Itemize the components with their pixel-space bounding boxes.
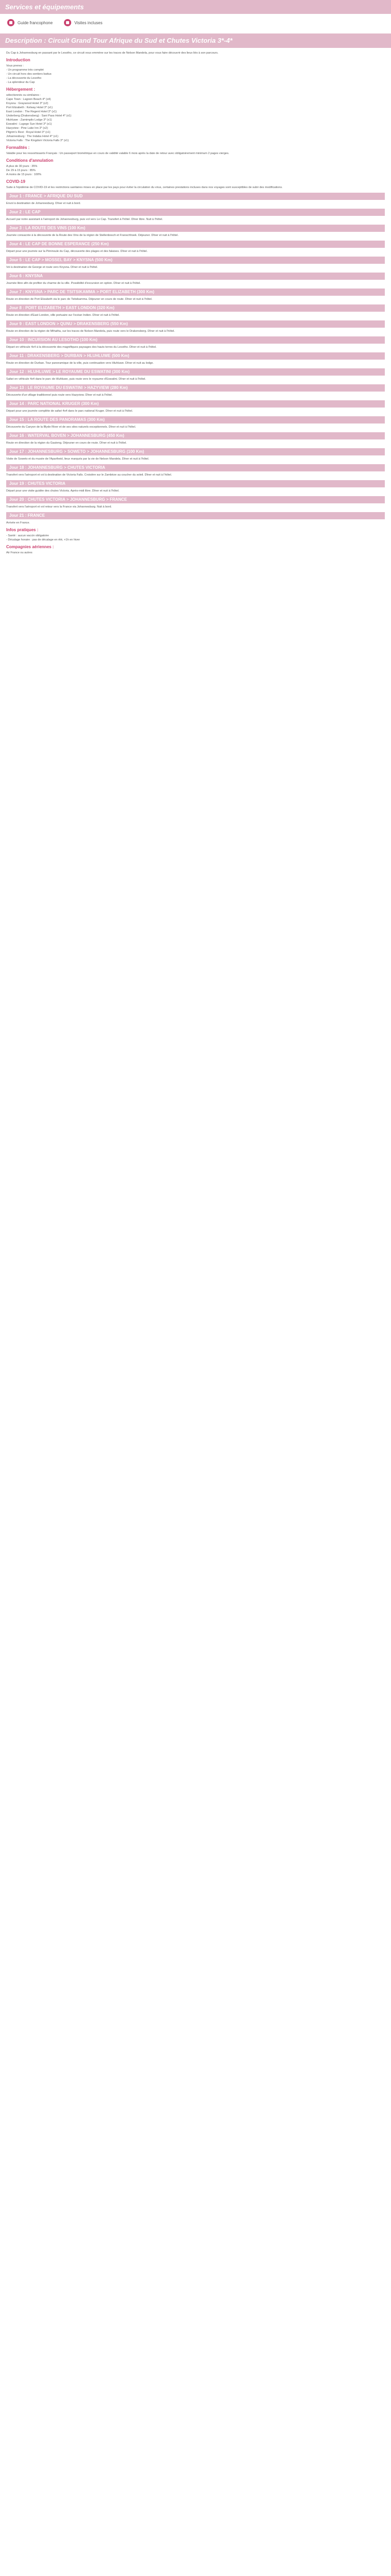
day-text: Arrivée en France. (6, 521, 30, 524)
infos-line: - Santé : aucun vaccin obligatoire (6, 534, 49, 537)
day-text: Visite de Soweto et du musée de l'Apartheid, lieux marqués par la vie de Nelson Mandela. Dîner et nuit à l'hôtel. (6, 457, 150, 461)
description-content (0, 48, 391, 562)
description-title: Description : Circuit Grand Tour Afrique du Sud et Chutes Victoria 3*-4* (0, 33, 391, 48)
day-text: Accueil par notre assistant à l'aéroport de Johannesburg, puis vol vers Le Cap. Transfert à l'hôtel. Dîner libre. Nuit à l'hôtel. (6, 218, 163, 221)
day-text: Transfert vers l'aéroport et vol à destination de Victoria Falls. Croisière sur le Zambèze au coucher du soleil. Dîner et nuit à l'hôtel. (6, 473, 172, 477)
visits-icon (64, 19, 71, 26)
conditions-line: De 29 à 15 jours : 85% (6, 169, 36, 172)
day-title: Jour 14 : PARC NATIONAL KRUGER (300 Km) (6, 400, 385, 408)
hebergement-line: Eswatini : Lugogo Sun Hotel 3* (x1) (6, 123, 52, 126)
day-title: Jour 4 : LE CAP DE BONNE ESPERANCE (250 Km) (6, 241, 385, 248)
hebergement-line: Cape Town : Lagoon Beach 4* (x4) (6, 98, 51, 101)
day-title: Jour 17 : JOHANNESBURG > SOWETO > JOHANNESBURG (100 Km) (6, 448, 385, 455)
service-label: Visites incluses (74, 20, 103, 25)
hebergement-line: Hluhluwe : Zamimpilo Lodge 3* (x1) (6, 118, 52, 122)
introduction-heading: Introduction (6, 58, 30, 62)
introduction-line: - La splendeur du Cap (6, 81, 35, 84)
conditions-line: A moins de 15 jours : 100% (6, 173, 42, 176)
conditions-line: A plus de 30 jours : 35% (6, 165, 38, 168)
hebergement-line: Pilgrim's Rest : Royal Hotel 3* (x1) (6, 131, 51, 134)
hebergement-line: Hazyview : Pine Lake Inn 3* (x2) (6, 127, 48, 130)
conditions-heading: Conditions d'annulation (6, 158, 54, 163)
day-title: Jour 13 : LE ROYAUME DU ESWATINI > HAZYVIEW (280 Km) (6, 384, 385, 392)
day-text: Route en direction de Port Elizabeth via le parc de Tsitsikamma. Déjeuner en cours de route. Dîner et nuit à l'hôtel. (6, 298, 153, 301)
day-text: Route en direction d'East London, ville portuaire sur l'océan Indien. Dîner et nuit à l'hôtel. (6, 314, 120, 317)
day-title: Jour 6 : KNYSNA (6, 273, 385, 280)
day-text: Journée consacrée à la découverte de la Route des Vins de la région de Stellenbosch et Franschhoek. Déjeuner. Dîner et nuit à l'hôtel. (6, 234, 179, 237)
introduction-list (6, 64, 385, 84)
day-text: Route en direction de Durban. Tour panoramique de la ville, puis continuation vers Hluhluwe. Dîner et nuit au lodge. (6, 362, 154, 365)
hebergement-heading: Hébergement : (6, 87, 36, 92)
day-title: Jour 3 : LA ROUTE DES VINS (100 Km) (6, 225, 385, 232)
hebergement-line: Knysna : Graywood Hotel 3* (x2) (6, 102, 48, 105)
day-title: Jour 5 : LE CAP > MOSSEL BAY > KNYSNA (500 Km) (6, 257, 385, 264)
day-title: Jour 9 : EAST LONDON > QUNU > DRAKENSBERG (550 Km) (6, 320, 385, 328)
formalites-heading: Formalités : (6, 145, 30, 150)
day-text: Route en direction de la région de Mthatha, sur les traces de Nelson Mandela, puis route vers le Drakensberg. Dîner et nuit à l'hôtel. (6, 330, 175, 333)
day-text: Départ pour une visite guidée des chutes Victoria. Après-midi libre. Dîner et nuit à l'hôtel. (6, 489, 120, 493)
introduction-line: - La découverte du Lesotho (6, 77, 42, 80)
day-text: Safari en véhicule 4x4 dans le parc de Hluhluwe, puis route vers le royaume d'Eswatini. Dîner et nuit à l'hôtel. (6, 378, 146, 381)
day-text: Vol à destination de George et route vers Knysna. Dîner et nuit à l'hôtel. (6, 266, 98, 269)
formalites-text: Valable pour les ressortissants Français : Un passeport biométrique en cours de validité valable 6 mois après la date de retour avec obligatoirement minimum 2 pages vierges. (6, 152, 230, 155)
day-title: Jour 16 : WATERVAL BOVEN > JOHANNESBURG (450 Km) (6, 432, 385, 439)
day-text: Départ en véhicule 4x4 à la découverte des magnifiques paysages des hauts terres du Lesotho. Dîner et nuit à l'hôtel. (6, 346, 157, 349)
day-title: Jour 19 : CHUTES VICTORIA (6, 480, 385, 487)
day-title: Jour 12 : HLUHLUWE > LE ROYAUME DU ESWATINI (300 Km) (6, 368, 385, 376)
service-item (7, 19, 53, 26)
page (0, 0, 391, 562)
guide-icon (7, 19, 14, 26)
conditions-list (6, 164, 385, 177)
introduction-line: Vous prenez : (6, 64, 24, 67)
hebergement-list (6, 93, 385, 143)
covid-text: Suite à l'épidémie de COVID-19 et les restrictions sanitaires mises en place par les pays pour éviter la circulation du virus, certaines prestations incluses dans nos voyages sont susceptibles de subir des modifications. (6, 186, 283, 189)
service-item (64, 19, 103, 26)
services-title: Services et équipements (0, 0, 391, 14)
infos-heading: Infos pratiques : (6, 528, 39, 532)
day-text: Route en direction de la région du Gauteng. Déjeuner en cours de route. Dîner et nuit à l'hôtel. (6, 442, 127, 445)
day-title: Jour 11 : DRAKENSBERG > DURBAN > HLUHLUWE (500 Km) (6, 352, 385, 360)
hebergement-line: Johannesburg : The Indaba Hotel 4* (x1) (6, 135, 58, 138)
day-text: Journée libre afin de profiter du charme de la ville. Possibilité d'excursion en option. Dîner et nuit à l'hôtel. (6, 282, 141, 285)
day-text: Départ pour une journée sur la Péninsule du Cap, découverte des plages et des falaises. Dîner et nuit à l'hôtel. (6, 250, 148, 253)
hebergement-line: East London : The Regent Hotel 3* (x1) (6, 110, 57, 113)
day-title: Jour 20 : CHUTES VICTORIA > JOHANNESBURG > FRANCE (6, 496, 385, 503)
day-text: Envol à destination de Johannesburg. Dîner et nuit à bord. (6, 202, 81, 205)
day-title: Jour 8 : PORT ELIZABETH > EAST LONDON (320 Km) (6, 304, 385, 312)
day-title: Jour 7 : KNYSNA > PARC DE TSITSIKAMMA > PORT ELIZABETH (300 Km) (6, 289, 385, 296)
introduction-line: - Un circuit hors des sentiers battus (6, 73, 52, 76)
hebergement-line: Underberg (Drakensberg) : Sani Pass Hotel 4* (x1) (6, 114, 72, 117)
introduction-line: - Un programme très complet (6, 69, 44, 72)
day-text: Transfert vers l'aéroport et vol retour vers la France via Johannesburg. Nuit à bord. (6, 505, 112, 509)
services-row (0, 14, 391, 33)
day-title: Jour 10 : INCURSION AU LESOTHO (100 Km) (6, 336, 385, 344)
day-title: Jour 15 : LA ROUTE DES PANORAMAS (300 Km) (6, 416, 385, 423)
day-title: Jour 2 : LE CAP (6, 209, 385, 216)
day-text: Découverte du Canyon de la Blyde River et de ses sites naturels exceptionnels. Dîner et nuit à l'hôtel. (6, 426, 136, 429)
description-intro: Du Cap à Johannesburg en passant par le Lesotho, ce circuit vous emmène sur les traces de Nelson Mandela, pour vous faire découvrir des lieux liés à son parcours. (6, 52, 219, 55)
day-text: Découverte d'un village traditionnel puis route vers Hazyview. Dîner et nuit à l'hôtel. (6, 394, 113, 397)
day-title: Jour 1 : FRANCE > AFRIQUE DU SUD (6, 193, 385, 200)
covid-heading: COVID-19 (6, 179, 25, 184)
infos-line: - Décalage horaire : pas de décalage en été, +1h en hiver (6, 538, 80, 541)
compagnies-heading: Compagnies aériennes : (6, 545, 54, 549)
day-text: Départ pour une journée complète de safari 4x4 dans le parc national Kruger. Dîner et nuit à l'hôtel. (6, 410, 133, 413)
hebergement-line: Victoria Falls : The Kingdom Victoria Falls 3* (x1) (6, 139, 69, 142)
hebergement-line: sélectionnés ou similaires : (6, 94, 41, 97)
service-label: Guide francophone (18, 20, 53, 25)
compagnies-text: Air France ou autres (6, 551, 32, 554)
infos-list (6, 534, 385, 542)
hebergement-line: Port Elizabeth : Kelway Hotel 3* (x1) (6, 106, 53, 109)
day-title: Jour 21 : FRANCE (6, 512, 385, 519)
day-title: Jour 18 : JOHANNESBURG > CHUTES VICTORIA (6, 464, 385, 471)
